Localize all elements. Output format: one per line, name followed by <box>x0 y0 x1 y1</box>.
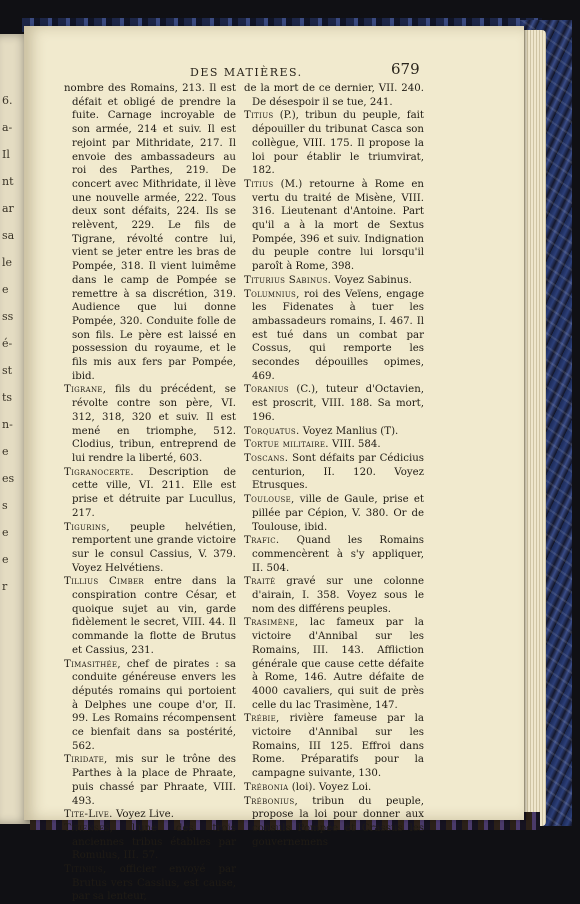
margin-fragment: ts <box>2 391 13 404</box>
index-entry-text: l'une des trois anciennes tribus établies par Romulus, III. 57. <box>72 822 236 862</box>
index-entry-heading: Tigurins, <box>64 521 110 533</box>
index-column-left <box>64 82 236 904</box>
index-entry <box>244 383 424 424</box>
index-entry-text: chef de pirates : sa conduite généreuse envers les députés romains qui portoient à Delphes une coupe d'or, II. 99. Les Romains récompensent ce bienfait dans sa postérité, 562. <box>72 658 236 752</box>
margin-fragment: e <box>2 283 9 296</box>
running-header: DES MATIÈRES. <box>190 66 303 79</box>
index-entry <box>64 82 236 383</box>
margin-fragment: a- <box>2 121 13 134</box>
margin-fragment: n- <box>2 418 13 431</box>
margin-fragment: 6. <box>2 94 13 107</box>
margin-fragment: st <box>2 364 13 377</box>
index-entry-heading: Timasithée, <box>64 658 121 670</box>
index-entry-text: VIII. 584. <box>328 439 381 451</box>
index-entry-heading: Toscans. <box>244 452 289 464</box>
index-entry <box>244 575 424 616</box>
index-entry-text: entre dans la conspiration contre César, et quoique sujet au vin, garde fidèlement le secret, VIII. 44. Il commande la flotte de Brutus et Cassius, 231. <box>72 576 236 656</box>
index-entry-text: peuple helvétien, remportent une grande victoire sur le consul Cassius, V. 379. Voyez Helvétiens. <box>72 521 236 574</box>
margin-fragment: le <box>2 256 13 269</box>
margin-fragment: ar <box>2 202 14 215</box>
index-entry-heading: Toranius <box>244 384 289 396</box>
index-entry <box>244 493 424 534</box>
index-entry-text: fils du précédent, se révolte contre son père, VI. 312, 318, 320 et suiv. Il est mené en triomphe, 512. Clodius, tribun, entreprend de lui rendre la liberté, 603. <box>72 384 236 464</box>
index-entry <box>244 438 424 452</box>
index-entry <box>64 466 236 521</box>
index-entry-heading: Traité <box>244 576 276 588</box>
page-edges <box>522 30 546 826</box>
index-entry-heading: Titienses, <box>64 822 114 834</box>
index-entry-text: (P.), tribun du peuple, fait dépouiller du tribunat Casca son collègue, VIII. 175. Il propose la loi pour établir le triumvirat, 182. <box>252 110 424 177</box>
index-entry-text: rivière fameuse par la victoire d'Annibal sur les Romains, III 125. Effroi dans Rome. Préparatifs pour la campagne suivante, 130. <box>252 713 424 780</box>
index-entry <box>244 109 424 178</box>
index-entry-heading: Tite-Live. <box>64 809 113 821</box>
index-entry-heading: Titius <box>244 178 274 190</box>
index-entry <box>244 616 424 712</box>
index-entry-heading: Tiridate, <box>64 754 108 766</box>
margin-fragment: r <box>2 580 8 593</box>
index-entry-text: lac fameux par la victoire d'Annibal sur les Romains, III. 143. Affliction générale que cause cette défaite à Rome, 146. Autre défaite de 4000 cavaliers, qui suit de près celle du lac Trasimène, 147. <box>252 617 424 711</box>
index-entry <box>64 808 236 822</box>
index-entry-text: (loi). Voyez Loi. <box>288 781 372 793</box>
index-entry <box>64 575 236 657</box>
margin-fragment: é- <box>2 337 13 350</box>
index-entry-text: Voyez Manlius (T). <box>299 425 399 437</box>
index-entry-text: Quand les Romains commencèrent à s'y appliquer, II. 504. <box>252 535 424 574</box>
index-entry <box>244 534 424 575</box>
index-entry-text: nombre des Romains, 213. Il est défait et obligé de prendre la fuite. Carnage incroyable de son armée, 214 et suiv. Il est rejoint par Mithridate, 217. Il envoie des ambassadeurs au roi des Parthes, 219. De concert avec Mithridate, il lève une nouvelle armée, 222. Tous deux sont défaits, 224. Ils se relèvent, 229. Le fils de Tigrane, révolté contre lui, vient se jeter entre les bras de Pompée, 318. Il vient luimême dans le camp de Pompée se remettre à sa discrétion, 319. Audience que lui donne Pompée, 320. Conduite folle de son fils. Le père est laissé en possession du royaume, et le fils mis aux fers par Pompée, ibid. <box>64 83 236 382</box>
index-entry-heading: Tolumnius, <box>244 288 300 300</box>
index-entry-heading: Titurius Sabinus. <box>244 274 332 286</box>
index-entry-heading: Toulouse, <box>244 494 295 506</box>
index-entry-text: Description de cette ville, VI. 211. Elle est prise et détruite par Lucullus, 217. <box>72 466 236 519</box>
index-entry <box>64 658 236 754</box>
index-entry-text: Voyez Sabinus. <box>331 274 412 286</box>
index-entry <box>244 178 424 274</box>
margin-fragment: Il <box>2 148 10 161</box>
index-entry-text: Voyez Live. <box>112 809 174 821</box>
index-entry <box>64 753 236 808</box>
index-entry-text: officier envoyé par Brutus vers Cassius, est cause, par sa lenteur, <box>72 864 236 903</box>
index-entry <box>244 452 424 493</box>
index-entry-heading: Trébie, <box>244 713 280 725</box>
index-entry-text: (C.), tuteur d'Octavien, est proscrit, VIII. 188. Sa mort, 196. <box>252 384 424 423</box>
index-entry <box>244 82 424 109</box>
index-entry <box>64 822 236 863</box>
index-entry <box>244 274 424 288</box>
index-entry-heading: Tortue militaire. <box>244 439 329 451</box>
index-entry-heading: Trasimène, <box>244 617 299 629</box>
index-entry <box>64 383 236 465</box>
index-entry-text: mis sur le trône des Parthes à la place de Phraate, puis chassé par Phraate, VIII. 493. <box>72 754 236 807</box>
index-entry <box>244 781 424 795</box>
index-entry <box>64 863 236 904</box>
page-number: 679 <box>391 60 420 78</box>
index-entry-text: ville de Gaule, prise et pillée par Cépion, V. 380. Or de Toulouse, ibid. <box>252 494 424 533</box>
index-entry-heading: Titius <box>244 110 274 122</box>
index-entry <box>244 795 424 850</box>
margin-fragment: ss <box>2 310 14 323</box>
index-entry-heading: Titinius, <box>64 864 107 876</box>
index-entry-heading: Torquatus. <box>244 425 300 437</box>
index-entry <box>244 712 424 781</box>
index-entry-heading: Tigranocerte. <box>64 466 134 478</box>
index-entry <box>244 288 424 384</box>
index-entry-text: tribun du peuple, propose la loi pour donner aux consuls Pompée et Crassus les gouvernemens <box>252 795 424 848</box>
index-entry <box>244 425 424 439</box>
index-entry-text: Sont défaits par Cédicius centurion, II. 120. Voyez Etrusques. <box>252 452 424 492</box>
index-entry-heading: Trébonia <box>244 781 289 793</box>
margin-fragment: es <box>2 472 15 485</box>
margin-fragment: s <box>2 499 8 512</box>
index-entry-heading: Trébonius, <box>244 795 299 807</box>
margin-fragment: sa <box>2 229 15 242</box>
index-entry-heading: Tillius Cimber <box>64 576 144 588</box>
margin-fragment: e <box>2 445 9 458</box>
index-entry <box>64 521 236 576</box>
margin-fragment: e <box>2 553 9 566</box>
margin-fragment: nt <box>2 175 14 188</box>
index-entry-text: de la mort de ce dernier, VII. 240. De désespoir il se tue, 241. <box>244 83 424 108</box>
index-entry-heading: Tigrane, <box>64 384 107 396</box>
index-entry-text: gravé sur une colonne d'airain, I. 358. Voyez sous le nom des différens peuples. <box>252 576 424 615</box>
index-column-right <box>244 82 424 849</box>
index-entry-heading: Trafic. <box>244 535 280 547</box>
index-entry-text: roi des Veïens, engage les Fidenates à tuer les ambassadeurs romains, I. 467. Il est tué dans un combat par Cossus, qui remporte les secondes dépouilles opimes, 469. <box>252 288 424 382</box>
margin-fragment: e <box>2 526 9 539</box>
index-entry-text: (M.) retourne à Rome en vertu du traité de Misène, VIII. 316. Lieutenant d'Antoine. Part qu'il a à la mort de Sextus Pompée, 396 et suiv. Indignation du peuple contre lui lorsqu'il paroît à Rome, 398. <box>252 178 424 273</box>
